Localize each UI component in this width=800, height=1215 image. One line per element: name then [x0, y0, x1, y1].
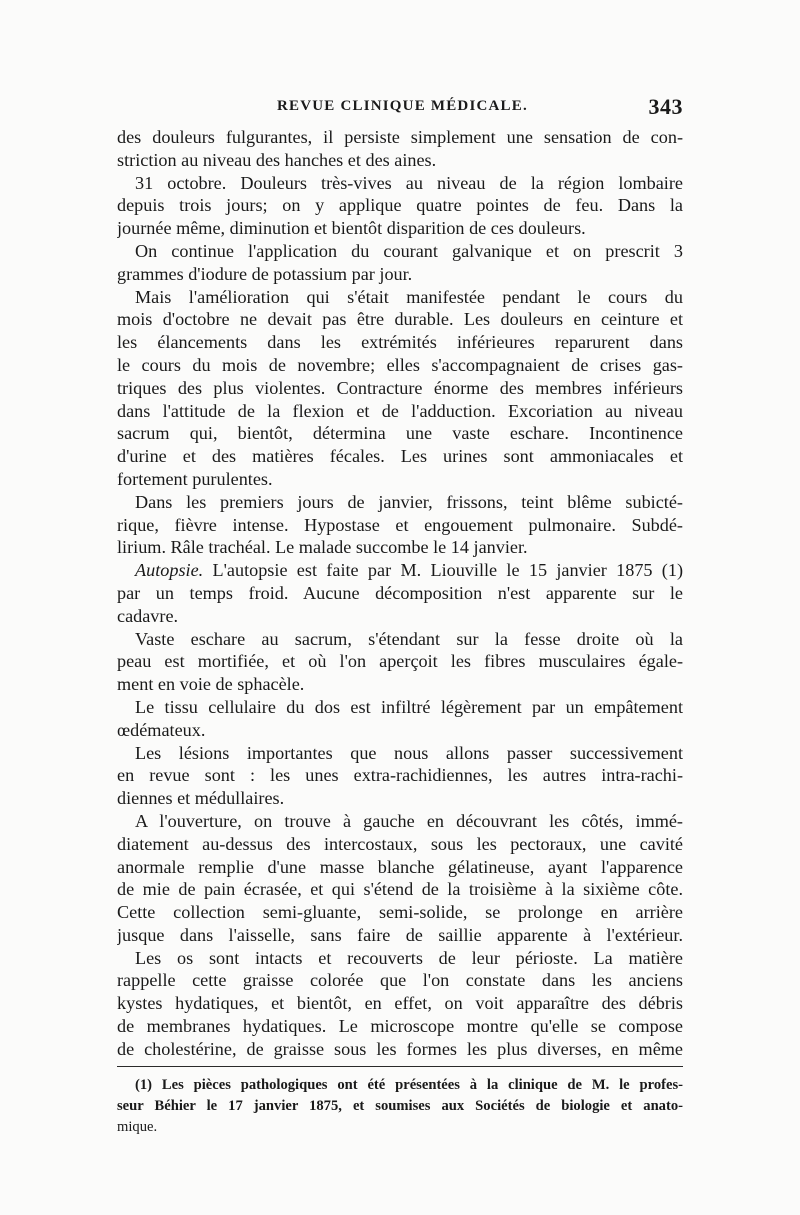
text-line: Mais l'amélioration qui s'était manifestée pendant le cours du — [135, 286, 683, 307]
text-line: On continue l'application du courant galvanique et on prescrit 3 — [135, 240, 683, 261]
footnote-line: mique. — [117, 1119, 158, 1135]
footnote-line: (1) Les pièces pathologiques ont été présentées à la clinique de M. le profes- — [135, 1077, 683, 1093]
text-line: en revue sont : les unes extra-rachidiennes, les autres intra-rachi- — [117, 765, 683, 786]
text-line: anormale remplie d'une masse blanche gélatineuse, ayant l'apparence — [117, 856, 683, 877]
footnote-rule — [117, 1066, 683, 1067]
footnote-line: seur Béhier le 17 janvier 1875, et soumises aux Sociétés de biologie et anato- — [117, 1098, 683, 1114]
text-line: ment en voie de sphacèle. — [117, 674, 305, 695]
page-header — [117, 96, 683, 120]
footnote — [117, 1075, 683, 1138]
text-line: de mie de pain écrasée, et qui s'étend de la troisième à la sixième côte. — [117, 879, 683, 900]
text-line: diennes et médullaires. — [117, 788, 285, 809]
text-line: Le tissu cellulaire du dos est infiltré légèrement par un empâtement — [135, 696, 683, 717]
body-text — [117, 126, 683, 1061]
text-line: striction au niveau des hanches et des aines. — [117, 149, 437, 170]
text-line: fortement purulentes. — [117, 468, 273, 489]
text-line: diatement au-dessus des intercostaux, sous les pectoraux, une cavité — [117, 833, 683, 854]
text-line: œdémateux. — [117, 719, 206, 740]
text-line: grammes d'iodure de potassium par jour. — [117, 263, 413, 284]
text-line: depuis trois jours; on y applique quatre pointes de feu. Dans la — [117, 195, 683, 216]
autopsy-line — [117, 559, 683, 582]
text-line: mois d'octobre ne devait pas être durable. Les douleurs en ceinture et — [117, 309, 683, 330]
text-line: de membranes hydatiques. Le microscope montre qu'elle se compose — [117, 1016, 683, 1037]
text-line: par un temps froid. Aucune décomposition n'est apparente sur le — [117, 582, 683, 603]
text-line: triques des plus violentes. Contracture énorme des membres inférieurs — [117, 377, 683, 398]
text-line: peau est mortifiée, et où l'on aperçoit les fibres musculaires égale- — [117, 651, 683, 672]
text-line: Dans les premiers jours de janvier, frissons, teint blême subicté- — [135, 491, 683, 512]
text-line: kystes hydatiques, et bientôt, en effet, on voit apparaître des débris — [117, 993, 683, 1014]
text-line: Les os sont intacts et recouverts de leur périoste. La matière — [135, 947, 683, 968]
text-line: Cette collection semi-gluante, semi-solide, se prolonge en arrière — [117, 902, 683, 923]
text-line: A l'ouverture, on trouve à gauche en découvrant les côtés, immé- — [135, 810, 683, 831]
text-line: d'urine et des matières fécales. Les urines sont ammoniacales et — [117, 446, 683, 467]
text-line: Vaste eschare au sacrum, s'étendant sur la fesse droite où la — [135, 628, 683, 649]
text-line: des douleurs fulgurantes, il persiste simplement une sensation de con- — [117, 127, 683, 147]
text-line: les élancements dans les extrémités inférieures reparurent dans — [117, 332, 683, 353]
text-line: jusque dans l'aisselle, sans faire de saillie apparente à l'extérieur. — [117, 924, 683, 945]
text-line: lirium. Râle trachéal. Le malade succombe le 14 janvier. — [117, 537, 528, 558]
autopsy-rest: L'autopsie est faite par M. Liouville le 15 janvier 1875 (1) — [212, 560, 683, 581]
text-line: journée même, diminution et bientôt disparition de ces douleurs. — [117, 218, 586, 239]
text-line: dans l'attitude de la flexion et de l'adduction. Excoriation au niveau — [117, 400, 683, 421]
text-line: rique, fièvre intense. Hypostase et engouement pulmonaire. Subdé- — [117, 514, 683, 535]
page-number: 343 — [648, 94, 683, 119]
text-line: Les lésions importantes que nous allons passer successivement — [135, 742, 683, 763]
text-line: le cours du mois de novembre; elles s'accompagnaient de crises gas- — [117, 354, 683, 375]
text-line: 31 octobre. Douleurs très-vives au niveau de la région lombaire — [135, 172, 683, 193]
running-title: REVUE CLINIQUE MÉDICALE. — [277, 98, 528, 114]
text-line: cadavre. — [117, 605, 179, 626]
autopsy-heading: Autopsie. — [135, 560, 204, 581]
text-line: de cholestérine, de graisse sous les formes les plus diverses, en même — [117, 1038, 683, 1059]
text-line: rappelle cette graisse colorée que l'on constate dans les anciens — [117, 970, 683, 991]
text-line: sacrum qui, bientôt, détermina une vaste eschare. Incontinence — [117, 423, 683, 444]
